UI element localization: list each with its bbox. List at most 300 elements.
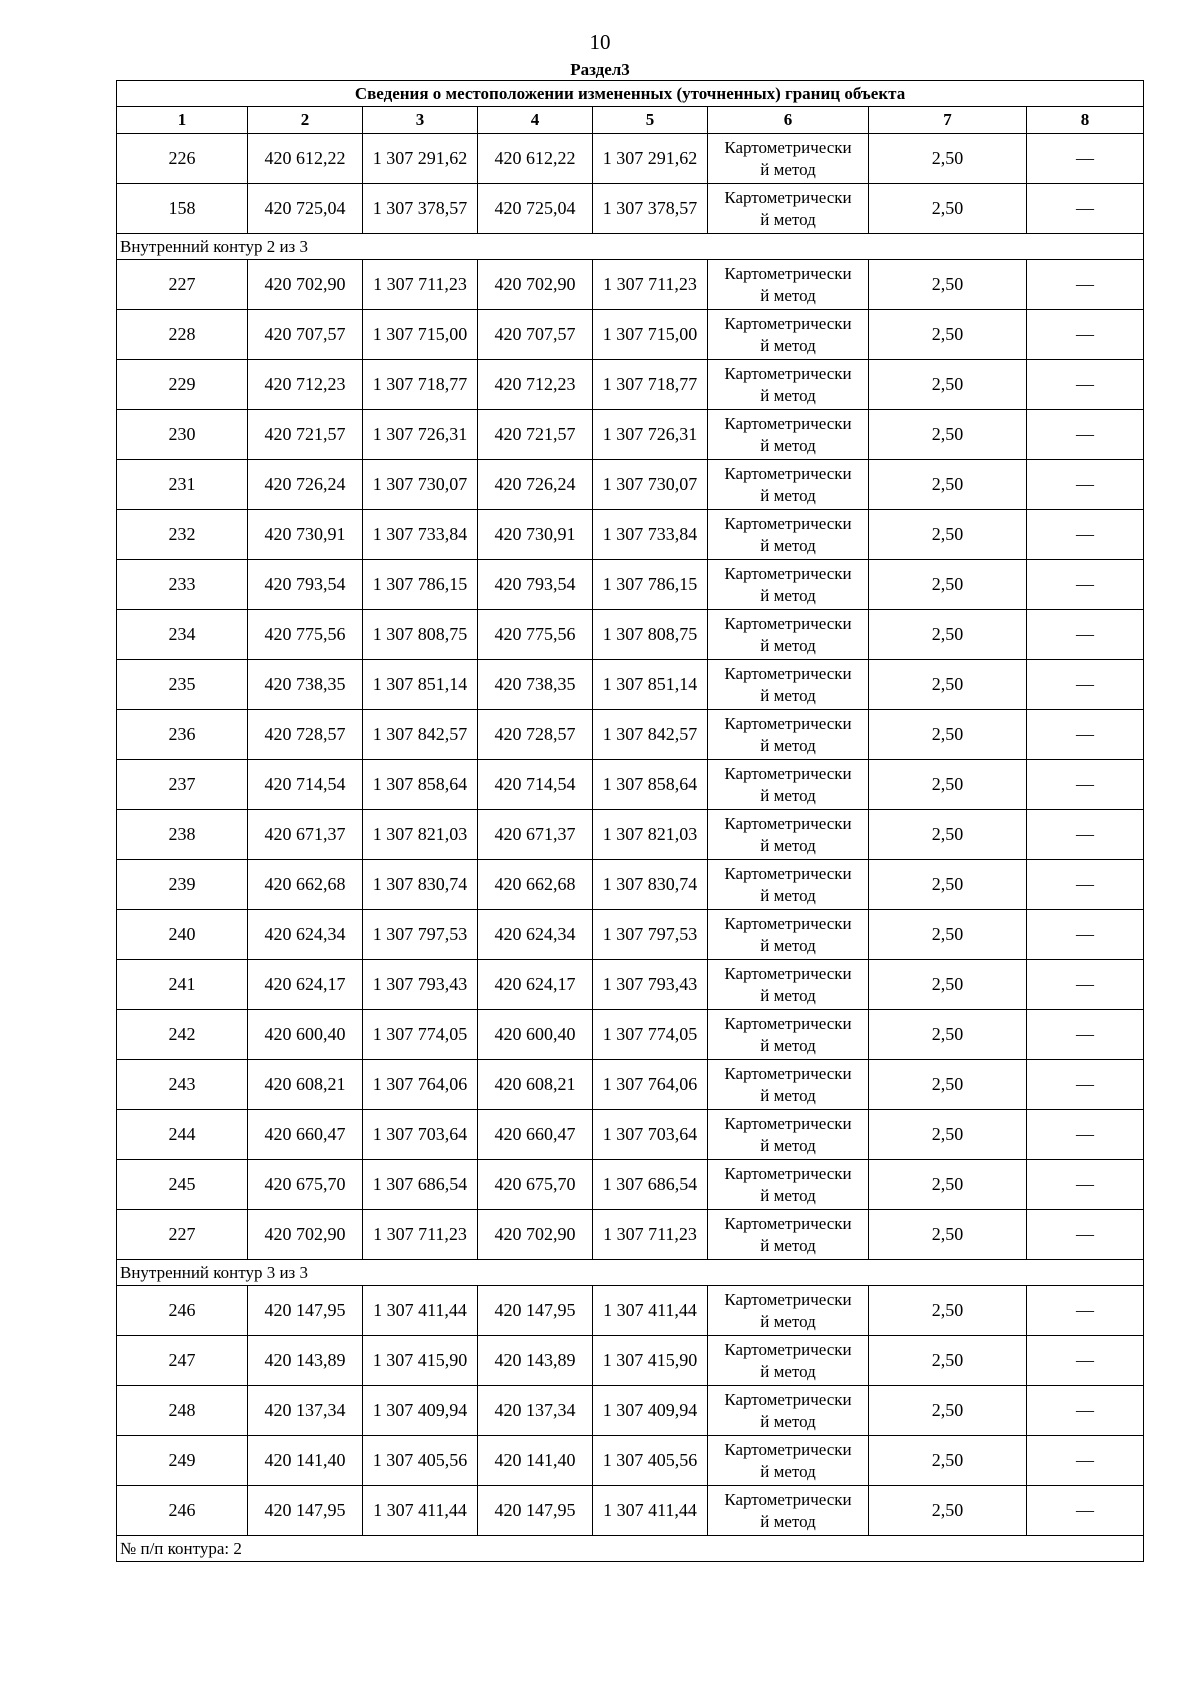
x-coordinate-cell: 420 612,22 — [248, 134, 363, 184]
table-row — [117, 510, 1144, 560]
y-coordinate-cell: 1 307 711,23 — [363, 260, 478, 310]
table-caption-row — [117, 81, 1144, 107]
method-cell — [708, 1336, 869, 1386]
y-coordinate-cell: 1 307 842,57 — [593, 710, 708, 760]
method-cell — [708, 560, 869, 610]
table-row — [117, 1386, 1144, 1436]
table-body — [117, 81, 1144, 1562]
method-cell — [708, 134, 869, 184]
method-text: й метод — [760, 1035, 816, 1055]
point-number-cell: 242 — [117, 1010, 248, 1060]
note-cell: — — [1027, 1010, 1144, 1060]
method-text: Картометрически — [724, 813, 852, 833]
y-coordinate-cell: 1 307 786,15 — [593, 560, 708, 610]
table-row — [117, 134, 1144, 184]
y-coordinate-cell: 1 307 793,43 — [363, 960, 478, 1010]
y-coordinate-cell: 1 307 415,90 — [593, 1336, 708, 1386]
x-coordinate-cell: 420 775,56 — [248, 610, 363, 660]
accuracy-cell: 2,50 — [869, 860, 1027, 910]
column-number: 6 — [708, 107, 869, 134]
point-number-cell: 227 — [117, 260, 248, 310]
method-cell — [708, 710, 869, 760]
x-coordinate-cell: 420 141,40 — [478, 1436, 593, 1486]
x-coordinate-cell: 420 675,70 — [478, 1160, 593, 1210]
method-text: й метод — [760, 685, 816, 705]
x-coordinate-cell: 420 675,70 — [248, 1160, 363, 1210]
x-coordinate-cell: 420 624,17 — [248, 960, 363, 1010]
method-cell — [708, 310, 869, 360]
note-cell: — — [1027, 710, 1144, 760]
y-coordinate-cell: 1 307 726,31 — [593, 410, 708, 460]
x-coordinate-cell: 420 608,21 — [248, 1060, 363, 1110]
y-coordinate-cell: 1 307 711,23 — [363, 1210, 478, 1260]
point-number-cell: 226 — [117, 134, 248, 184]
y-coordinate-cell: 1 307 291,62 — [363, 134, 478, 184]
note-cell: — — [1027, 760, 1144, 810]
note-cell: — — [1027, 510, 1144, 560]
method-text: Картометрически — [724, 1389, 852, 1409]
accuracy-cell: 2,50 — [869, 1436, 1027, 1486]
x-coordinate-cell: 420 147,95 — [478, 1286, 593, 1336]
y-coordinate-cell: 1 307 730,07 — [363, 460, 478, 510]
y-coordinate-cell: 1 307 415,90 — [363, 1336, 478, 1386]
y-coordinate-cell: 1 307 715,00 — [363, 310, 478, 360]
table-row — [117, 1210, 1144, 1260]
method-text: й метод — [760, 1185, 816, 1205]
note-cell: — — [1027, 810, 1144, 860]
x-coordinate-cell: 420 137,34 — [248, 1386, 363, 1436]
method-text: Картометрически — [724, 1289, 852, 1309]
note-cell: — — [1027, 460, 1144, 510]
y-coordinate-cell: 1 307 409,94 — [363, 1386, 478, 1436]
y-coordinate-cell: 1 307 718,77 — [593, 360, 708, 410]
y-coordinate-cell: 1 307 378,57 — [363, 184, 478, 234]
x-coordinate-cell: 420 702,90 — [248, 1210, 363, 1260]
point-number-cell: 249 — [117, 1436, 248, 1486]
point-number-cell: 247 — [117, 1336, 248, 1386]
method-text: й метод — [760, 1511, 816, 1531]
note-cell: — — [1027, 560, 1144, 610]
y-coordinate-cell: 1 307 409,94 — [593, 1386, 708, 1436]
y-coordinate-cell: 1 307 808,75 — [593, 610, 708, 660]
method-text: Картометрически — [724, 413, 852, 433]
x-coordinate-cell: 420 662,68 — [248, 860, 363, 910]
y-coordinate-cell: 1 307 774,05 — [593, 1010, 708, 1060]
method-text: й метод — [760, 935, 816, 955]
method-text: й метод — [760, 1135, 816, 1155]
x-coordinate-cell: 420 707,57 — [478, 310, 593, 360]
note-cell: — — [1027, 960, 1144, 1010]
x-coordinate-cell: 420 608,21 — [478, 1060, 593, 1110]
table-row — [117, 1060, 1144, 1110]
x-coordinate-cell: 420 147,95 — [248, 1286, 363, 1336]
method-cell — [708, 760, 869, 810]
method-text: Картометрически — [724, 613, 852, 633]
y-coordinate-cell: 1 307 786,15 — [363, 560, 478, 610]
table-row — [117, 710, 1144, 760]
point-number-cell: 246 — [117, 1486, 248, 1536]
y-coordinate-cell: 1 307 686,54 — [363, 1160, 478, 1210]
accuracy-cell: 2,50 — [869, 1286, 1027, 1336]
point-number-cell: 238 — [117, 810, 248, 860]
point-number-cell: 230 — [117, 410, 248, 460]
method-text: й метод — [760, 885, 816, 905]
method-cell — [708, 660, 869, 710]
point-number-cell: 241 — [117, 960, 248, 1010]
page-number: 10 — [589, 30, 611, 54]
method-cell — [708, 910, 869, 960]
point-number-cell: 240 — [117, 910, 248, 960]
note-cell: — — [1027, 1060, 1144, 1110]
method-cell — [708, 860, 869, 910]
point-number-cell: 231 — [117, 460, 248, 510]
method-cell — [708, 260, 869, 310]
y-coordinate-cell: 1 307 405,56 — [593, 1436, 708, 1486]
contour-label: Внутренний контур 2 из 3 — [117, 234, 1144, 260]
column-number: 5 — [593, 107, 708, 134]
method-text: Картометрически — [724, 263, 852, 283]
method-text: Картометрически — [724, 363, 852, 383]
method-text: й метод — [760, 585, 816, 605]
accuracy-cell: 2,50 — [869, 1210, 1027, 1260]
table-row — [117, 760, 1144, 810]
x-coordinate-cell: 420 714,54 — [248, 760, 363, 810]
y-coordinate-cell: 1 307 830,74 — [593, 860, 708, 910]
column-number: 4 — [478, 107, 593, 134]
method-text: й метод — [760, 835, 816, 855]
x-coordinate-cell: 420 738,35 — [248, 660, 363, 710]
method-cell — [708, 1436, 869, 1486]
x-coordinate-cell: 420 624,34 — [478, 910, 593, 960]
method-cell — [708, 1060, 869, 1110]
y-coordinate-cell: 1 307 858,64 — [363, 760, 478, 810]
table-row — [117, 1286, 1144, 1336]
method-text: Картометрически — [724, 137, 852, 157]
method-cell — [708, 1010, 869, 1060]
x-coordinate-cell: 420 702,90 — [478, 260, 593, 310]
x-coordinate-cell: 420 702,90 — [478, 1210, 593, 1260]
method-text: й метод — [760, 209, 816, 229]
note-cell: — — [1027, 1286, 1144, 1336]
method-text: Картометрически — [724, 313, 852, 333]
column-number: 8 — [1027, 107, 1144, 134]
method-text: Картометрически — [724, 1063, 852, 1083]
accuracy-cell: 2,50 — [869, 760, 1027, 810]
method-text: й метод — [760, 735, 816, 755]
table-row — [117, 810, 1144, 860]
y-coordinate-cell: 1 307 797,53 — [363, 910, 478, 960]
accuracy-cell: 2,50 — [869, 184, 1027, 234]
accuracy-cell: 2,50 — [869, 310, 1027, 360]
note-cell: — — [1027, 410, 1144, 460]
method-text: й метод — [760, 635, 816, 655]
y-coordinate-cell: 1 307 703,64 — [593, 1110, 708, 1160]
method-text: Картометрически — [724, 1339, 852, 1359]
x-coordinate-cell: 420 714,54 — [478, 760, 593, 810]
contour-label: № п/п контура: 2 — [117, 1536, 1144, 1562]
point-number-cell: 158 — [117, 184, 248, 234]
method-text: Картометрически — [724, 463, 852, 483]
table-row — [117, 360, 1144, 410]
x-coordinate-cell: 420 143,89 — [478, 1336, 593, 1386]
method-text: й метод — [760, 285, 816, 305]
column-number: 3 — [363, 107, 478, 134]
y-coordinate-cell: 1 307 715,00 — [593, 310, 708, 360]
point-number-cell: 245 — [117, 1160, 248, 1210]
x-coordinate-cell: 420 143,89 — [248, 1336, 363, 1386]
y-coordinate-cell: 1 307 411,44 — [363, 1486, 478, 1536]
accuracy-cell: 2,50 — [869, 660, 1027, 710]
table-row — [117, 410, 1144, 460]
x-coordinate-cell: 420 147,95 — [478, 1486, 593, 1536]
method-text: й метод — [760, 435, 816, 455]
y-coordinate-cell: 1 307 830,74 — [363, 860, 478, 910]
x-coordinate-cell: 420 612,22 — [478, 134, 593, 184]
column-number: 2 — [248, 107, 363, 134]
note-cell: — — [1027, 660, 1144, 710]
y-coordinate-cell: 1 307 405,56 — [363, 1436, 478, 1486]
table-row — [117, 1436, 1144, 1486]
method-cell — [708, 1286, 869, 1336]
accuracy-cell: 2,50 — [869, 1010, 1027, 1060]
x-coordinate-cell: 420 624,34 — [248, 910, 363, 960]
method-text: Картометрически — [724, 713, 852, 733]
method-text: Картометрически — [724, 863, 852, 883]
x-coordinate-cell: 420 726,24 — [248, 460, 363, 510]
method-cell — [708, 1486, 869, 1536]
x-coordinate-cell: 420 721,57 — [248, 410, 363, 460]
accuracy-cell: 2,50 — [869, 610, 1027, 660]
accuracy-cell: 2,50 — [869, 1336, 1027, 1386]
x-coordinate-cell: 420 137,34 — [478, 1386, 593, 1436]
section-title: Раздел3 — [570, 60, 630, 79]
table-row — [117, 1336, 1144, 1386]
note-cell: — — [1027, 360, 1144, 410]
y-coordinate-cell: 1 307 842,57 — [363, 710, 478, 760]
point-number-cell: 236 — [117, 710, 248, 760]
method-text: й метод — [760, 1361, 816, 1381]
note-cell: — — [1027, 1436, 1144, 1486]
method-text: й метод — [760, 985, 816, 1005]
method-text: й метод — [760, 335, 816, 355]
accuracy-cell: 2,50 — [869, 1110, 1027, 1160]
method-cell — [708, 184, 869, 234]
note-cell: — — [1027, 184, 1144, 234]
method-cell — [708, 460, 869, 510]
table-row — [117, 1486, 1144, 1536]
method-text: Картометрически — [724, 1213, 852, 1233]
method-cell — [708, 1110, 869, 1160]
x-coordinate-cell: 420 730,91 — [478, 510, 593, 560]
x-coordinate-cell: 420 730,91 — [248, 510, 363, 560]
x-coordinate-cell: 420 775,56 — [478, 610, 593, 660]
y-coordinate-cell: 1 307 718,77 — [363, 360, 478, 410]
note-cell: — — [1027, 260, 1144, 310]
y-coordinate-cell: 1 307 711,23 — [593, 260, 708, 310]
point-number-cell: 229 — [117, 360, 248, 410]
note-cell: — — [1027, 610, 1144, 660]
method-text: Картометрически — [724, 663, 852, 683]
x-coordinate-cell: 420 728,57 — [478, 710, 593, 760]
table-row — [117, 560, 1144, 610]
method-cell — [708, 960, 869, 1010]
table-row — [117, 1110, 1144, 1160]
point-number-cell: 239 — [117, 860, 248, 910]
y-coordinate-cell: 1 307 858,64 — [593, 760, 708, 810]
note-cell: — — [1027, 134, 1144, 184]
method-text: Картометрически — [724, 913, 852, 933]
note-cell: — — [1027, 310, 1144, 360]
table-row — [117, 910, 1144, 960]
contour-label-row — [117, 234, 1144, 260]
note-cell: — — [1027, 910, 1144, 960]
method-text: й метод — [760, 785, 816, 805]
table-row — [117, 260, 1144, 310]
method-text: Картометрически — [724, 1113, 852, 1133]
x-coordinate-cell: 420 702,90 — [248, 260, 363, 310]
y-coordinate-cell: 1 307 851,14 — [363, 660, 478, 710]
point-number-cell: 228 — [117, 310, 248, 360]
x-coordinate-cell: 420 671,37 — [248, 810, 363, 860]
method-cell — [708, 1210, 869, 1260]
method-text: й метод — [760, 535, 816, 555]
method-cell — [708, 360, 869, 410]
coordinates-table — [116, 80, 1144, 1562]
point-number-cell: 243 — [117, 1060, 248, 1110]
point-number-cell: 233 — [117, 560, 248, 610]
x-coordinate-cell: 420 671,37 — [478, 810, 593, 860]
y-coordinate-cell: 1 307 733,84 — [593, 510, 708, 560]
note-cell: — — [1027, 1486, 1144, 1536]
point-number-cell: 237 — [117, 760, 248, 810]
y-coordinate-cell: 1 307 808,75 — [363, 610, 478, 660]
method-text: й метод — [760, 1235, 816, 1255]
x-coordinate-cell: 420 624,17 — [478, 960, 593, 1010]
method-text: Картометрически — [724, 513, 852, 533]
y-coordinate-cell: 1 307 821,03 — [593, 810, 708, 860]
accuracy-cell: 2,50 — [869, 1160, 1027, 1210]
x-coordinate-cell: 420 728,57 — [248, 710, 363, 760]
x-coordinate-cell: 420 147,95 — [248, 1486, 363, 1536]
note-cell: — — [1027, 1210, 1144, 1260]
x-coordinate-cell: 420 793,54 — [478, 560, 593, 610]
method-text: Картометрически — [724, 1163, 852, 1183]
y-coordinate-cell: 1 307 793,43 — [593, 960, 708, 1010]
column-number: 7 — [869, 107, 1027, 134]
method-text: Картометрически — [724, 563, 852, 583]
contour-label-row — [117, 1536, 1144, 1562]
x-coordinate-cell: 420 662,68 — [478, 860, 593, 910]
column-number-row — [117, 107, 1144, 134]
x-coordinate-cell: 420 712,23 — [248, 360, 363, 410]
x-coordinate-cell: 420 141,40 — [248, 1436, 363, 1486]
note-cell: — — [1027, 1110, 1144, 1160]
point-number-cell: 244 — [117, 1110, 248, 1160]
table-row — [117, 960, 1144, 1010]
method-text: й метод — [760, 1085, 816, 1105]
method-text: Картометрически — [724, 1489, 852, 1509]
x-coordinate-cell: 420 725,04 — [478, 184, 593, 234]
method-text: й метод — [760, 385, 816, 405]
table-row — [117, 310, 1144, 360]
accuracy-cell: 2,50 — [869, 1486, 1027, 1536]
method-cell — [708, 810, 869, 860]
x-coordinate-cell: 420 721,57 — [478, 410, 593, 460]
method-cell — [708, 1386, 869, 1436]
method-text: Картометрически — [724, 1439, 852, 1459]
method-text: Картометрически — [724, 963, 852, 983]
y-coordinate-cell: 1 307 703,64 — [363, 1110, 478, 1160]
table-caption: Сведения о местоположении измененных (уточненных) границ объекта — [117, 81, 1144, 107]
accuracy-cell: 2,50 — [869, 410, 1027, 460]
method-text: Картометрически — [724, 1013, 852, 1033]
y-coordinate-cell: 1 307 733,84 — [363, 510, 478, 560]
accuracy-cell: 2,50 — [869, 810, 1027, 860]
accuracy-cell: 2,50 — [869, 134, 1027, 184]
y-coordinate-cell: 1 307 291,62 — [593, 134, 708, 184]
table-row — [117, 660, 1144, 710]
contour-label-row — [117, 1260, 1144, 1286]
y-coordinate-cell: 1 307 686,54 — [593, 1160, 708, 1210]
accuracy-cell: 2,50 — [869, 960, 1027, 1010]
x-coordinate-cell: 420 725,04 — [248, 184, 363, 234]
accuracy-cell: 2,50 — [869, 360, 1027, 410]
method-cell — [708, 410, 869, 460]
note-cell: — — [1027, 1160, 1144, 1210]
method-text: й метод — [760, 1411, 816, 1431]
point-number-cell: 227 — [117, 1210, 248, 1260]
accuracy-cell: 2,50 — [869, 260, 1027, 310]
table-row — [117, 460, 1144, 510]
method-text: Картометрически — [724, 187, 852, 207]
method-text: й метод — [760, 1311, 816, 1331]
x-coordinate-cell: 420 726,24 — [478, 460, 593, 510]
y-coordinate-cell: 1 307 821,03 — [363, 810, 478, 860]
y-coordinate-cell: 1 307 764,06 — [593, 1060, 708, 1110]
method-text: Картометрически — [724, 763, 852, 783]
x-coordinate-cell: 420 660,47 — [478, 1110, 593, 1160]
method-cell — [708, 1160, 869, 1210]
x-coordinate-cell: 420 793,54 — [248, 560, 363, 610]
table-row — [117, 610, 1144, 660]
point-number-cell: 234 — [117, 610, 248, 660]
contour-label: Внутренний контур 3 из 3 — [117, 1260, 1144, 1286]
point-number-cell: 235 — [117, 660, 248, 710]
y-coordinate-cell: 1 307 726,31 — [363, 410, 478, 460]
method-cell — [708, 510, 869, 560]
x-coordinate-cell: 420 600,40 — [478, 1010, 593, 1060]
accuracy-cell: 2,50 — [869, 1386, 1027, 1436]
y-coordinate-cell: 1 307 411,44 — [363, 1286, 478, 1336]
accuracy-cell: 2,50 — [869, 710, 1027, 760]
y-coordinate-cell: 1 307 797,53 — [593, 910, 708, 960]
table-row — [117, 184, 1144, 234]
y-coordinate-cell: 1 307 730,07 — [593, 460, 708, 510]
y-coordinate-cell: 1 307 411,44 — [593, 1286, 708, 1336]
table-row — [117, 1160, 1144, 1210]
accuracy-cell: 2,50 — [869, 560, 1027, 610]
table-row — [117, 1010, 1144, 1060]
accuracy-cell: 2,50 — [869, 510, 1027, 560]
x-coordinate-cell: 420 712,23 — [478, 360, 593, 410]
x-coordinate-cell: 420 660,47 — [248, 1110, 363, 1160]
y-coordinate-cell: 1 307 851,14 — [593, 660, 708, 710]
note-cell: — — [1027, 1336, 1144, 1386]
method-text: й метод — [760, 159, 816, 179]
x-coordinate-cell: 420 707,57 — [248, 310, 363, 360]
method-text: й метод — [760, 485, 816, 505]
method-cell — [708, 610, 869, 660]
